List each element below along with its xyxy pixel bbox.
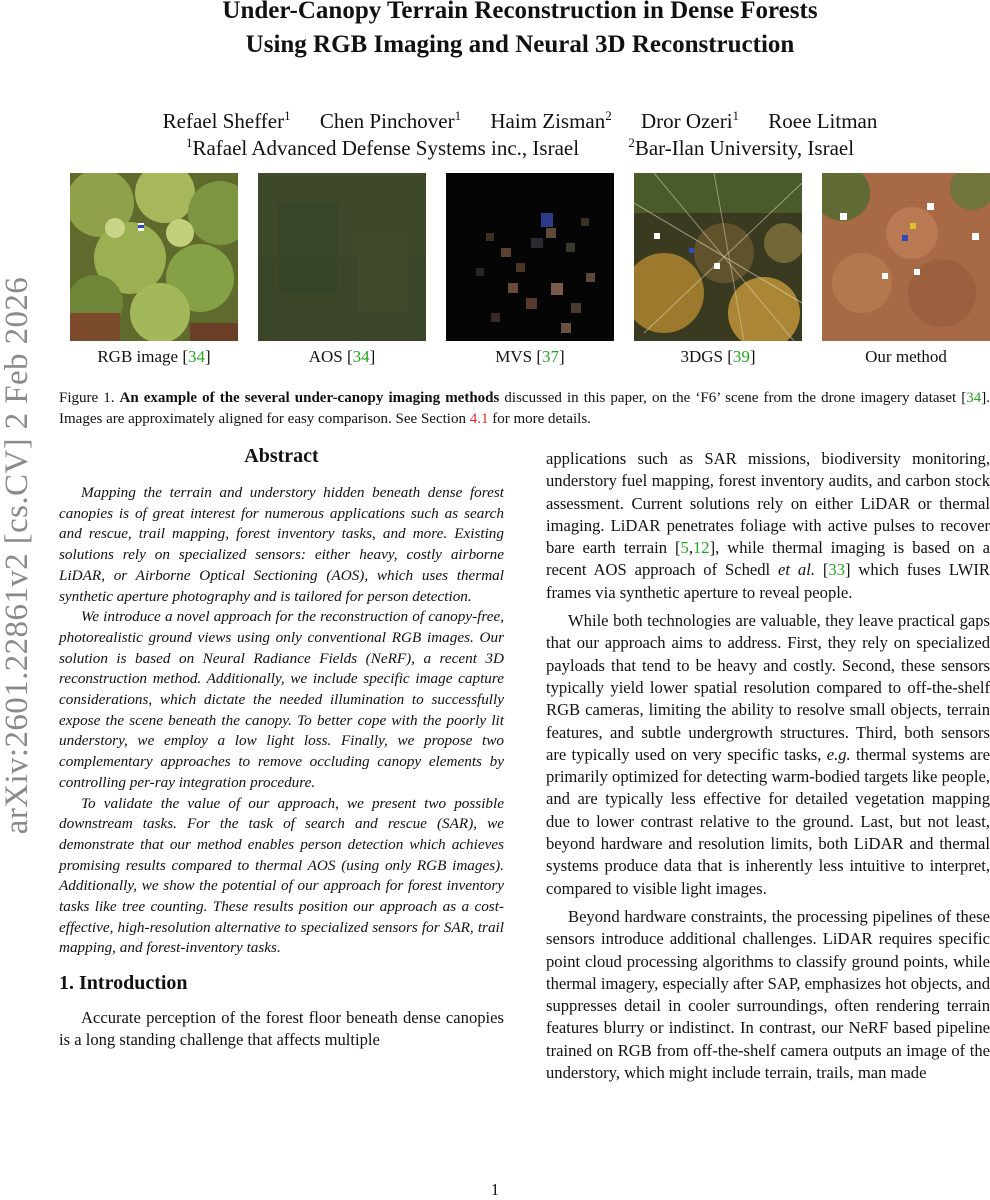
- body-paragraph: [546, 610, 990, 900]
- panel-label: 3DGS [: [680, 347, 733, 366]
- figure-panel-caption: [634, 347, 802, 367]
- panel-label-end: ]: [559, 347, 565, 366]
- page-number: 1: [490, 1180, 500, 1199]
- abstract-paragraph: Mapping the terrain and understory hidden beneath dense forest canopies is of great interest for numerous applications such as search and rescue, trail mapping, forest inventory tasks, and more. Existing solutions rely on specialized sensors: either heavy, costly airborne LiDAR, or Airborne Optical Sectioning (AOS), which uses thermal synthetic aperture photography and is tailored for person detection.: [59, 484, 504, 605]
- affiliation-mark: 2: [628, 135, 635, 150]
- paper-title-line-1: Under-Canopy Terrain Reconstruction in Dense Forests: [222, 0, 818, 24]
- panel-label: Our method: [865, 347, 947, 366]
- figure-panel-rgb: [70, 173, 238, 367]
- figure-panel-aos: [258, 173, 426, 367]
- author-name: Dror Ozeri: [641, 109, 733, 133]
- citation-link[interactable]: 5: [680, 538, 689, 558]
- body-text: ], while thermal imaging is based on a recent AOS approach of Schedl: [546, 538, 990, 580]
- figure-caption-text: discussed in this paper, on the ‘F6’ scene from the drone imagery dataset [: [499, 390, 967, 406]
- aos-thermal-image: [258, 173, 426, 341]
- author-name: Chen Pinchover: [319, 109, 455, 133]
- panel-label-end: ]: [369, 347, 376, 366]
- panel-label: MVS [: [495, 347, 543, 366]
- abstract-paragraph: To validate the value of our approach, we present two possible downstream tasks. For the task of search and rescue (SAR), we demonstrate that our method enables person detection which achieves promising results compared to thermal AOS (using only RGB images). Additionally, we show the potential of our approach for forest inventory tasks like tree counting. These results position our approach as a cost-effective, high-resolution alternative to specialized sensors for SAR, trail mapping, and forest-inventory tasks.: [59, 794, 504, 957]
- arxiv-stamp: [0, 235, 36, 875]
- affiliation-2: [628, 136, 854, 160]
- figure-panel-caption: [258, 347, 426, 367]
- our-method-image: [822, 173, 990, 341]
- author-affiliation-mark: 1: [284, 108, 291, 123]
- 3dgs-reconstruction-image: [634, 173, 802, 341]
- rgb-forest-image: [70, 173, 238, 341]
- right-column: [546, 448, 990, 1084]
- figure-panel-mvs: [446, 173, 614, 367]
- author-affiliation-mark: 1: [732, 108, 740, 123]
- author-affiliation-mark: 2: [605, 108, 612, 123]
- arxiv-stamp-text: arXiv:2601.22861v2 [cs.CV] 2 Feb 2026: [0, 276, 36, 834]
- paper-title: [60, 0, 980, 62]
- body-text: ] which fuses LWIR frames via synthetic aperture to reveal people.: [546, 560, 990, 602]
- figure-panel-3dgs: [634, 173, 802, 367]
- body-paragraph: Beyond hardware constraints, the processing pipelines of these sensors introduce additional challenges. LiDAR requires specific point cloud processing algorithms to classify ground points, while thermal imagery, especially after SAP, emphasizes hot objects, and suppresses detail in cooler surroundings, often rendering terrain features blurry or indistinct. In contrast, our NeRF based pipeline trained on RGB from off-the-shelf camera outputs an image of the understory, which might include terrain, trails, man made: [546, 906, 990, 1083]
- affiliation-name: Bar-Ilan University, Israel: [634, 136, 855, 160]
- affiliation-1: [186, 136, 579, 160]
- introduction-paragraph: Accurate perception of the forest floor beneath dense canopies is a long standing challenge that affects multiple: [59, 1008, 504, 1050]
- citation-link[interactable]: 33: [828, 560, 845, 580]
- body-text-italic: et al.: [778, 560, 815, 580]
- affiliation-list: [60, 130, 980, 161]
- body-text-italic: e.g.: [826, 744, 851, 764]
- figure-panel-our-method: [822, 173, 990, 367]
- figure-caption-text: ]. Images are approximately aligned for easy comparison. See Section: [59, 390, 990, 427]
- panel-label-end: ]: [204, 347, 211, 366]
- citation-link[interactable]: 34: [187, 347, 205, 366]
- introduction-heading: 1. Introduction: [59, 972, 188, 995]
- body-text: thermal systems are primarily optimized for detecting warm-bodied targets like people, and are typically less effective for detailed vegetation mapping due to lower contrast relative to the ground. Last, but not least, beyond hardware and resolution limits, both LiDAR and thermal systems produce data that is inherently less intuitive to interpret, compared to visible light images.: [546, 744, 990, 898]
- author-affiliation-mark: 1: [454, 108, 462, 123]
- author-name: Roee Litman: [768, 109, 878, 133]
- affiliation-name: Rafael Advanced Defense Systems inc., Israel: [192, 136, 580, 160]
- body-paragraph: [546, 448, 990, 604]
- section-link[interactable]: 4.1: [469, 411, 489, 427]
- author-name: Haim Zisman: [490, 109, 606, 133]
- figure-panel-caption: [70, 347, 238, 367]
- figure-panel-caption: [446, 347, 614, 367]
- author-name: Refael Sheffer: [162, 109, 285, 133]
- body-text: ,: [688, 538, 693, 558]
- body-text: While both technologies are valuable, they leave practical gaps that our approach aims to address. First, they rely on specialized payloads that tend to be heavy and costly. Second, these sensors typically yield lower spatial resolution compared to off-the-shelf RGB cameras, limiting the ability to resolve small objects, terrain features, and subtle undergrowth structures. Third, both sensors are typically used on very specific tasks,: [546, 611, 990, 764]
- citation-link[interactable]: 12: [693, 538, 710, 558]
- figure-panel-caption: [822, 347, 990, 367]
- figure-caption-prefix: Figure 1.: [59, 390, 120, 406]
- figure-caption-text: for more details.: [488, 411, 591, 427]
- citation-link[interactable]: 39: [732, 347, 750, 366]
- left-column: [59, 445, 504, 1052]
- figure-1: [70, 173, 990, 373]
- paper-title-line-2: Using RGB Imaging and Neural 3D Reconstruction: [245, 31, 795, 58]
- abstract-paragraph: We introduce a novel approach for the reconstruction of canopy-free, photorealistic ground views using only conventional RGB images. Our solution is based on Neural Radiance Fields (NeRF), a recent 3D reconstruction method. Additionally, we include specific image capture considerations, which dictate the needed illumination to successfully expose the scene beneath the canopy. To better cope with the poorly lit understory, we employ a low light loss. Finally, we propose two complementary approaches to remove occluding canopy elements by controlling per-ray integration procedure.: [59, 608, 504, 791]
- citation-link[interactable]: 37: [542, 347, 560, 366]
- figure-1-caption: [59, 388, 990, 430]
- panel-label: RGB image [: [97, 347, 188, 366]
- body-text: [: [814, 560, 829, 580]
- citation-link[interactable]: 34: [966, 390, 982, 406]
- panel-label-end: ]: [749, 347, 756, 366]
- mvs-reconstruction-image: [446, 173, 614, 341]
- panel-label: AOS [: [308, 347, 353, 366]
- abstract-heading: Abstract: [244, 445, 319, 467]
- affiliation-mark: 1: [185, 135, 193, 150]
- body-text: applications such as SAR missions, biodiversity monitoring, understory fuel mapping, forest inventory audits, and carbon stock assessment. Current solutions rely on either LiDAR or thermal imaging. LiDAR penetrates foliage with active pulses to recover bare earth terrain [: [546, 449, 990, 558]
- citation-link[interactable]: 34: [352, 347, 370, 366]
- figure-caption-bold: An example of the several under-canopy imaging methods: [119, 390, 500, 406]
